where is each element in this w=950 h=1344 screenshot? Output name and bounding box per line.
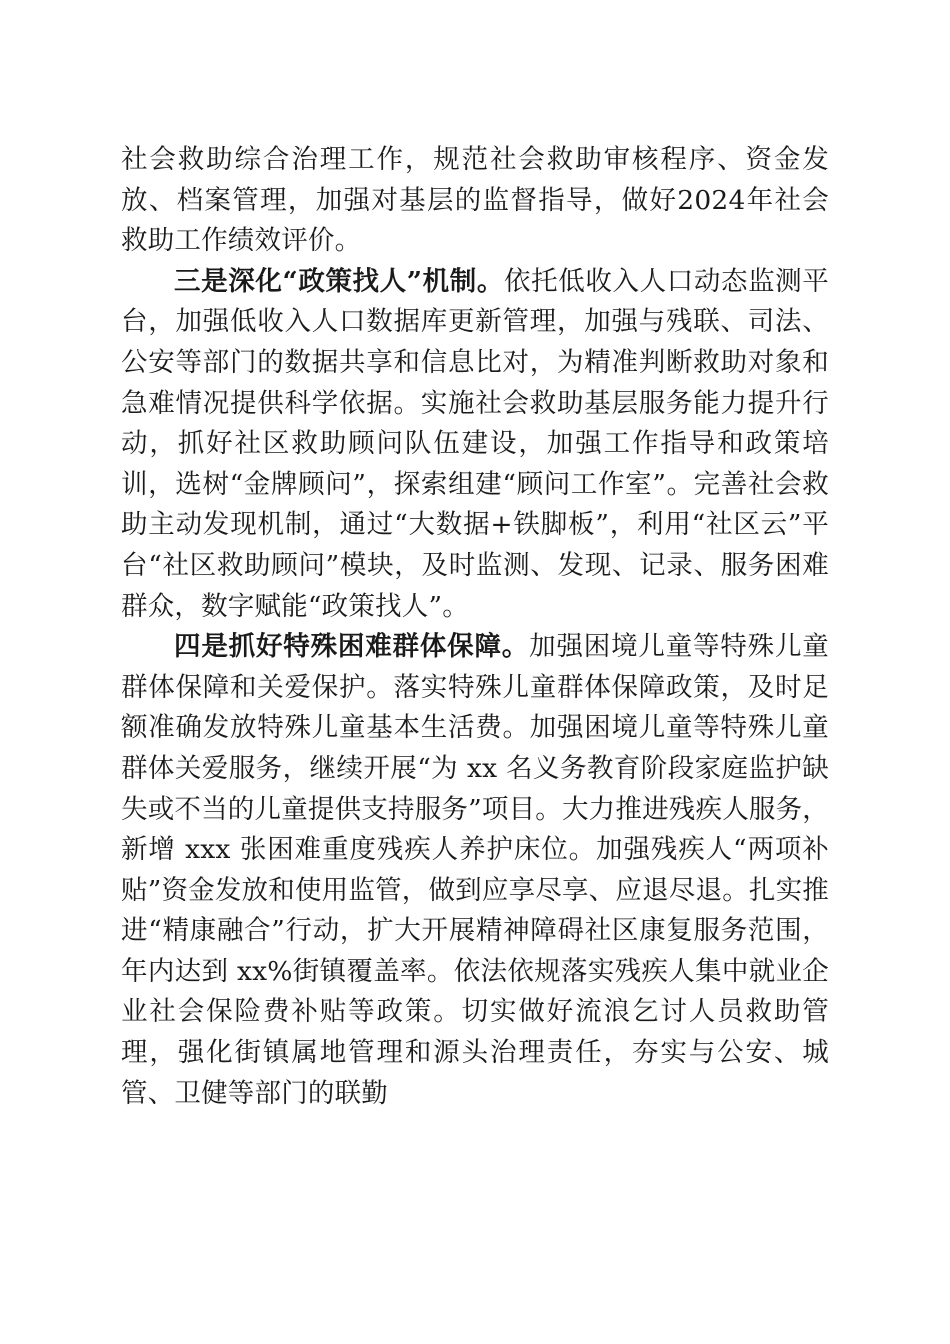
paragraph-special-groups [121,627,829,1114]
document-body [121,140,829,1114]
paragraph-text: 加强困境儿童等特殊儿童群体保障和关爱保护。落实特殊儿童群体保障政策，及时足额准确发放特殊儿童基本生活费。加强困境儿童等特殊儿童群体关爱服务，继续开展“为 xx 名义务教育阶段家庭监护缺失或不当的儿童提供支持服务”项目。大力推进残疾人服务，新增 xxx 张困难重度残疾人养护床位。加强残疾人“两项补贴”资金发放和使用监管，做到应享尽享、应退尽退。扎实推进“精康融合”行动，扩大开展精神障碍社区康复服务范围，年内达到 xx%街镇覆盖率。依法依规落实残疾人集中就业企业社会保险费补贴等政策。切实做好流浪乞讨人员救助管理，强化街镇属地管理和源头治理责任，夯实与公安、城管、卫健等部门的联勤 [121,631,829,1109]
paragraph-continuation [121,140,829,262]
paragraph-policy-finding [121,262,829,627]
paragraph-text: 依托低收入人口动态监测平台，加强低收入人口数据库更新管理，加强与残联、司法、公安等部门的数据共享和信息比对，为精准判断救助对象和急难情况提供科学依据。实施社会救助基层服务能力提升行动，抓好社区救助顾问队伍建设，加强工作指导和政策培训，选树“金牌顾问”，探索组建“顾问工作室”。完善社会救助主动发现机制，通过“大数据+铁脚板”，利用“社区云”平台“社区救助顾问”模块，及时监测、发现、记录、服务困难群众，数字赋能“政策找人”。 [121,265,829,622]
paragraph-heading: 三是深化“政策找人”机制。 [174,265,505,297]
paragraph-text: 社会救助综合治理工作，规范社会救助审核程序、资金发放、档案管理，加强对基层的监督指导，做好2024年社会救助工作绩效评价。 [121,144,829,257]
paragraph-heading: 四是抓好特殊困难群体保障。 [174,631,530,663]
